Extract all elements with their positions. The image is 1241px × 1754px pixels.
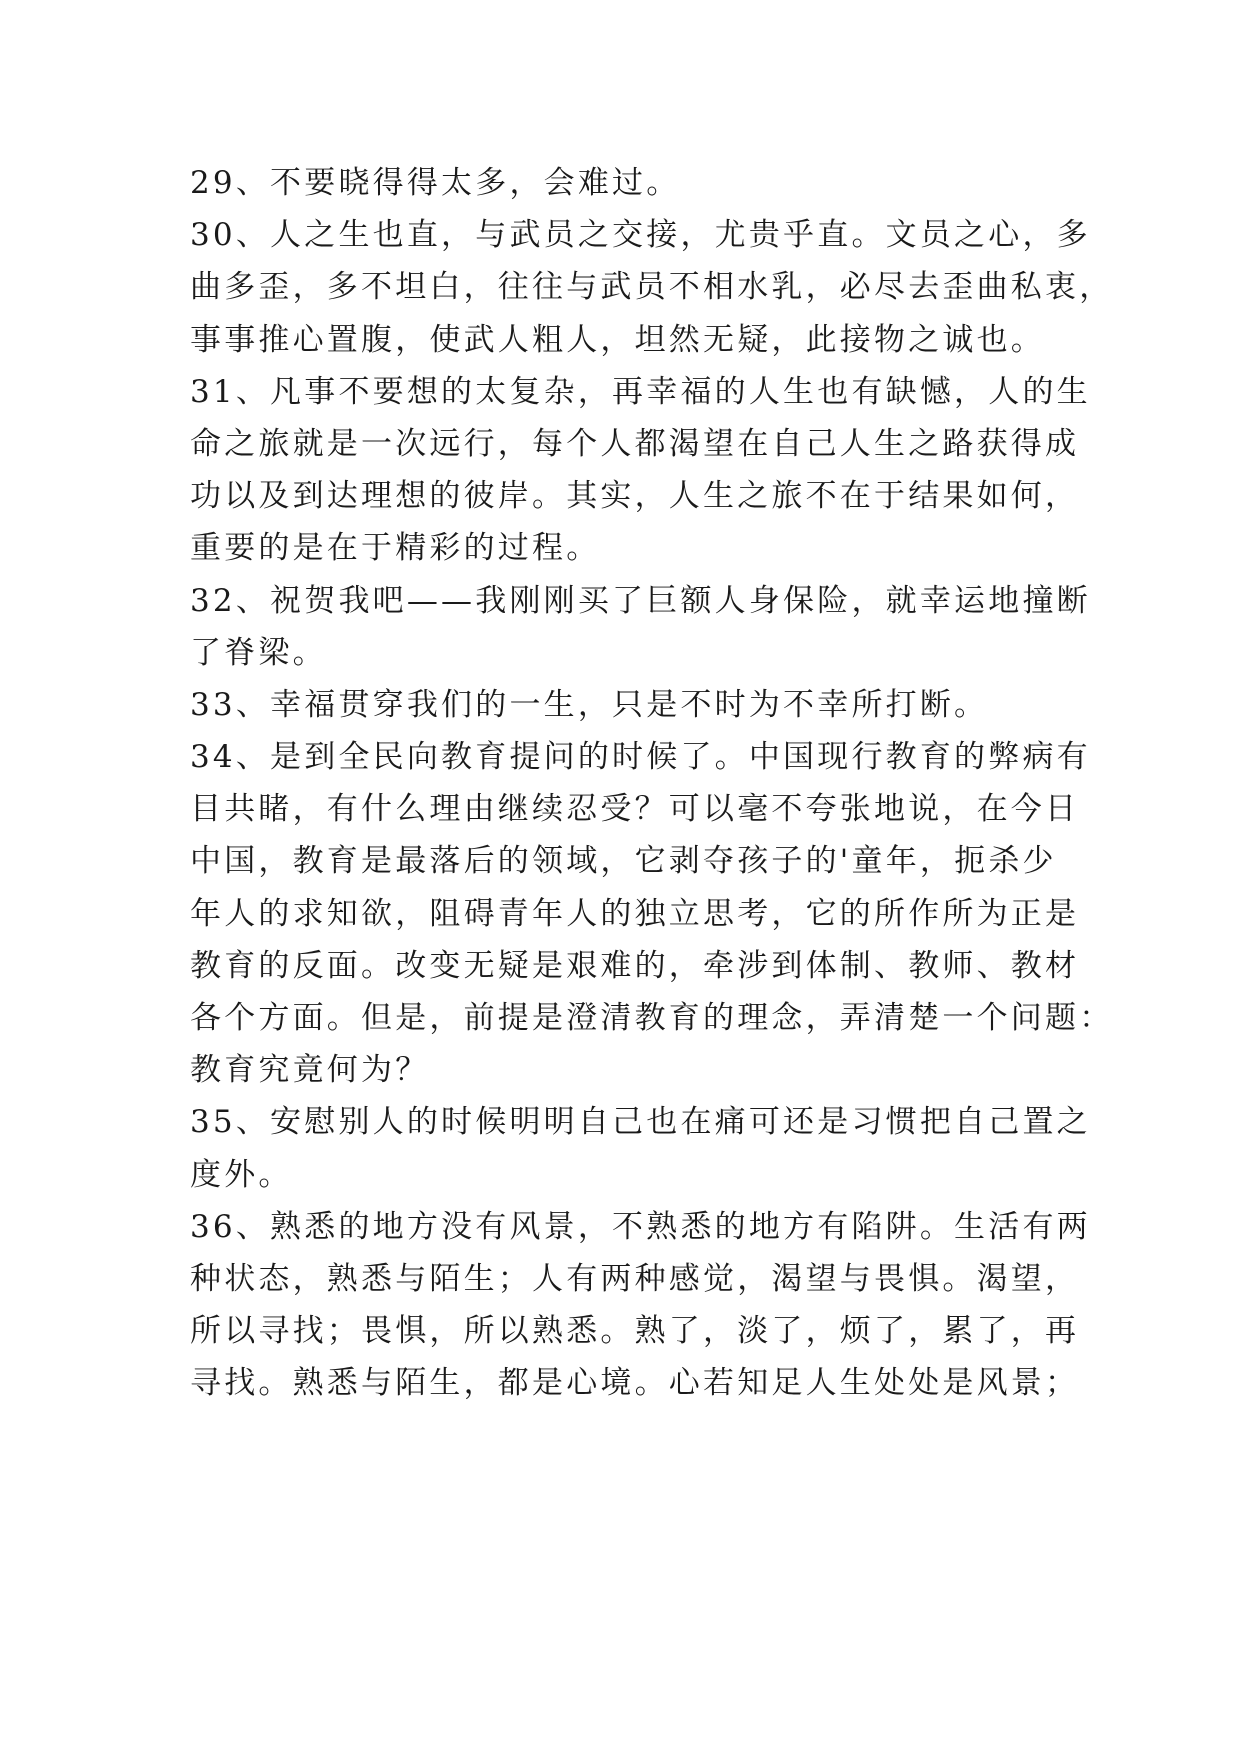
text-line: 29、不要晓得得太多，会难过。 <box>190 165 681 201</box>
text-line: 31、凡事不要想的太复杂，再幸福的人生也有缺憾，人的生 <box>190 373 1091 410</box>
text-line: 度外。 <box>190 1156 293 1193</box>
text-line: 年人的求知欲，阻碍青年人的独立思考，它的所作所为正是 <box>190 895 1080 932</box>
text-line: 命之旅就是一次远行，每个人都渴望在自己人生之路获得成 <box>190 425 1080 462</box>
text-line: 35、安慰别人的时候明明自己也在痛可还是习惯把自己置之 <box>190 1104 1091 1141</box>
text-line: 所以寻找；畏惧，所以熟悉。熟了，淡了，烦了，累了，再 <box>190 1313 1080 1350</box>
text-line: 了脊梁。 <box>190 634 327 671</box>
text-line: 教育究竟何为？ <box>190 1052 430 1089</box>
text-line: 功以及到达理想的彼岸。其实，人生之旅不在于结果如何， <box>190 478 1080 515</box>
text-line: 目共睹，有什么理由继续忍受？可以毫不夸张地说，在今日 <box>190 791 1080 828</box>
text-line: 30、人之生也直，与武员之交接，尤贵乎直。文员之心，多 <box>190 217 1091 254</box>
text-line: 各个方面。但是，前提是澄清教育的理念，弄清楚一个问题： <box>190 1000 1114 1036</box>
text-line: 36、熟悉的地方没有风景，不熟悉的地方有陷阱。生活有两 <box>190 1208 1091 1245</box>
text-line: 32、祝贺我吧——我刚刚买了巨额人身保险，就幸运地撞断 <box>190 582 1091 619</box>
text-line: 33、幸福贯穿我们的一生，只是不时为不幸所打断。 <box>190 686 989 723</box>
text-line: 教育的反面。改变无疑是艰难的，牵涉到体制、教师、教材 <box>190 947 1080 984</box>
text-line: 34、是到全民向教育提问的时候了。中国现行教育的弊病有 <box>190 739 1091 776</box>
text-line: 事事推心置腹，使武人粗人，坦然无疑，此接物之诚也。 <box>190 321 1045 358</box>
document-body <box>190 157 1114 1410</box>
text-line: 种状态，熟悉与陌生；人有两种感觉，渴望与畏惧。渴望， <box>190 1260 1080 1297</box>
text-line: 中国，教育是最落后的领域，它剥夺孩子的'童年，扼杀少 <box>190 843 1057 880</box>
text-line: 曲多歪，多不坦白，往往与武员不相水乳，必尽去歪曲私衷， <box>190 269 1114 306</box>
text-line: 重要的是在于精彩的过程。 <box>190 530 601 567</box>
text-line: 寻找。熟悉与陌生，都是心境。心若知足人生处处是风景； <box>190 1365 1080 1402</box>
